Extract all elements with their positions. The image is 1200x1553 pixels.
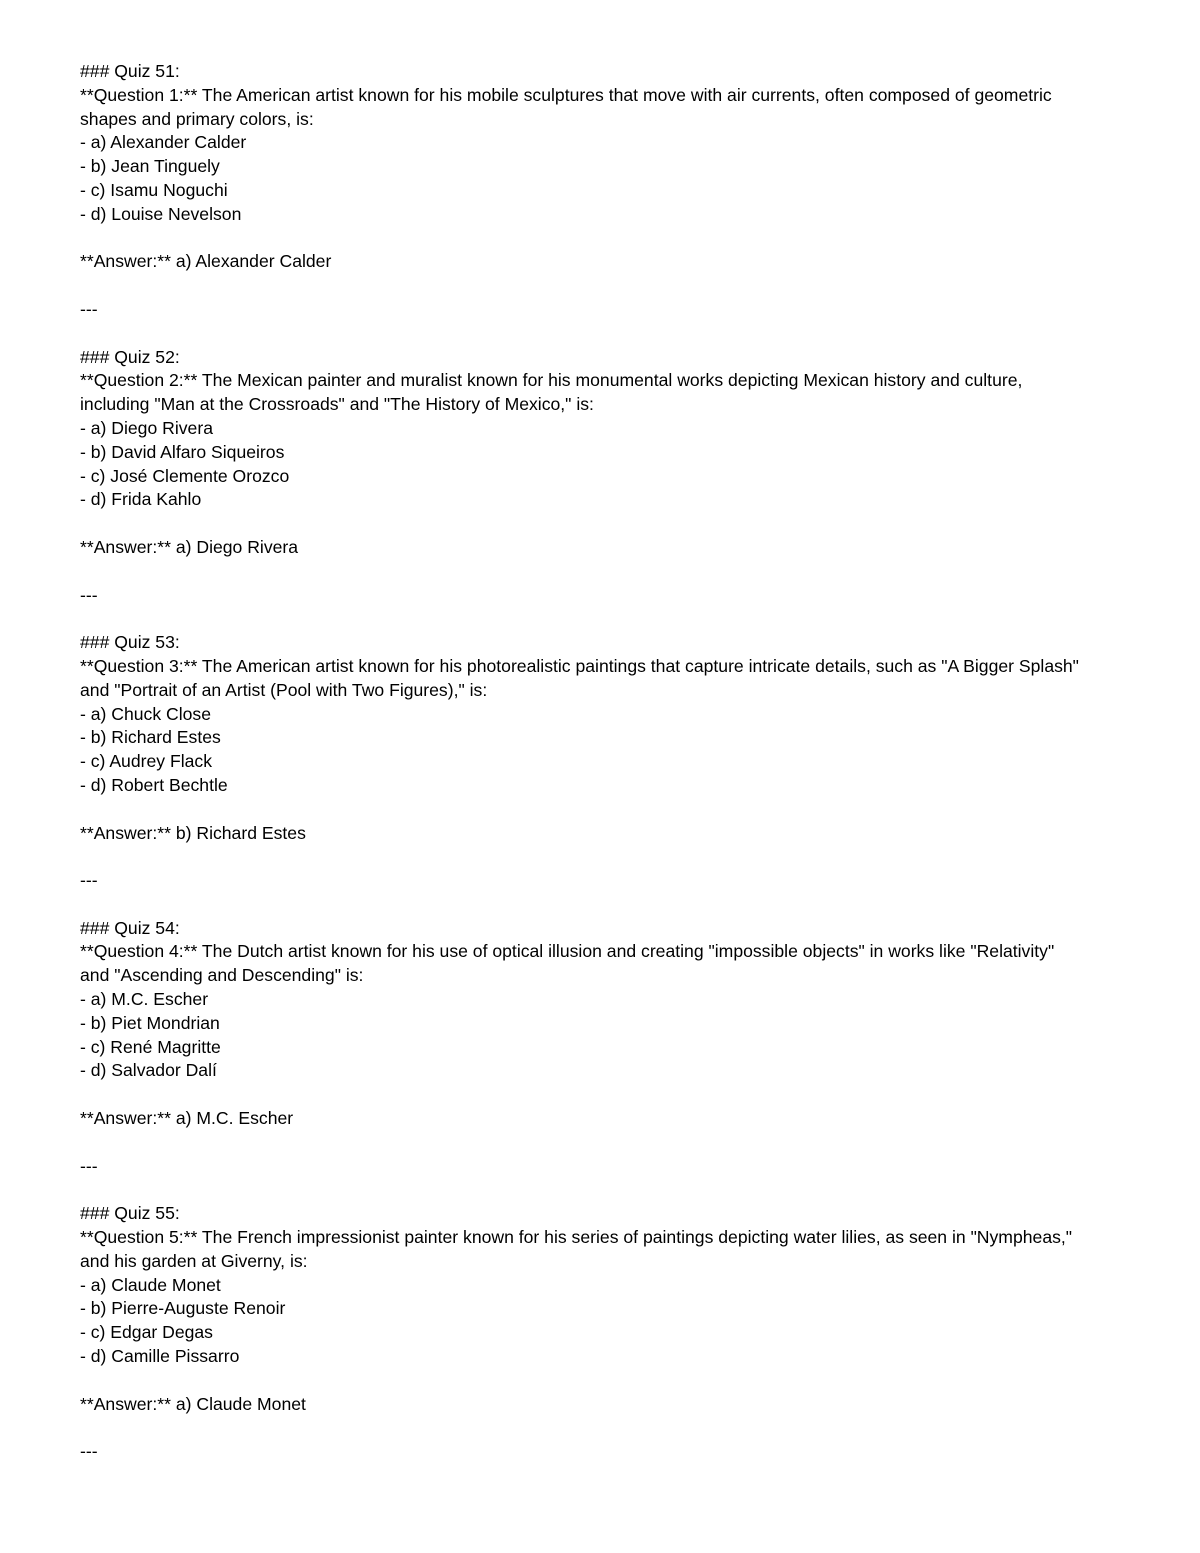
separator: ---: [80, 298, 98, 319]
quiz-block: [80, 917, 1080, 1203]
question-text: **Question 1:** The American artist known for his mobile sculptures that move with air currents, often composed of geometric shapes and primary colors, is:: [80, 84, 1057, 129]
option-b: - b) David Alfaro Siqueiros: [80, 441, 285, 462]
separator: ---: [80, 1155, 98, 1176]
option-c: - c) Isamu Noguchi: [80, 179, 228, 200]
quiz-block: [80, 631, 1084, 917]
option-b: - b) Richard Estes: [80, 727, 221, 748]
quiz-block: [80, 346, 1080, 632]
separator: ---: [80, 584, 98, 605]
option-b: - b) Piet Mondrian: [80, 1012, 220, 1033]
answer-text: **Answer:** a) M.C. Escher: [80, 1108, 294, 1129]
option-b: - b) Pierre-Auguste Renoir: [80, 1298, 286, 1319]
option-a: - a) M.C. Escher: [80, 989, 209, 1010]
option-d: - d) Camille Pissarro: [80, 1346, 240, 1367]
quiz-block: [80, 1202, 1080, 1464]
answer-text: **Answer:** a) Claude Monet: [80, 1393, 306, 1414]
answer-text: **Answer:** a) Diego Rivera: [80, 536, 299, 557]
quiz-heading: ### Quiz 54:: [80, 917, 180, 938]
quiz-heading: ### Quiz 51:: [80, 61, 180, 81]
question-text: **Question 5:** The French impressionist painter known for his series of paintings depicting water lilies, as seen in "Nympheas," and his garden at Giverny, is:: [80, 1227, 1077, 1271]
answer-text: **Answer:** b) Richard Estes: [80, 822, 306, 843]
answer-text: **Answer:** a) Alexander Calder: [80, 251, 332, 272]
option-d: - d) Frida Kahlo: [80, 489, 202, 510]
option-a: - a) Alexander Calder: [80, 132, 247, 153]
document-page: [80, 60, 1084, 1464]
option-c: - c) Edgar Degas: [80, 1322, 213, 1343]
option-b: - b) Jean Tinguely: [80, 156, 220, 177]
question-text: **Question 2:** The Mexican painter and muralist known for his monumental works depicting Mexican history and culture, including "Man at the Crossroads" and "The History of Mexico," is:: [80, 370, 1028, 415]
quiz-heading: ### Quiz 55:: [80, 1203, 180, 1224]
option-d: - d) Salvador Dalí: [80, 1060, 217, 1081]
option-c: - c) José Clemente Orozco: [80, 465, 290, 486]
option-d: - d) Robert Bechtle: [80, 774, 228, 795]
quiz-block: [80, 60, 1080, 346]
option-d: - d) Louise Nevelson: [80, 203, 242, 224]
option-c: - c) René Magritte: [80, 1036, 221, 1057]
option-a: - a) Diego Rivera: [80, 417, 213, 438]
option-c: - c) Audrey Flack: [80, 751, 212, 772]
question-text: **Question 4:** The Dutch artist known for his use of optical illusion and creating "impossible objects" in works like "Relativity" and "Ascending and Descending" is:: [80, 941, 1060, 986]
option-a: - a) Claude Monet: [80, 1274, 221, 1295]
question-text: **Question 3:** The American artist known for his photorealistic paintings that capture intricate details, such as "A Bigger Splash" and "Portrait of an Artist (Pool with Two Figures)," is:: [80, 655, 1084, 700]
separator: ---: [80, 1441, 98, 1462]
option-a: - a) Chuck Close: [80, 703, 212, 724]
quiz-heading: ### Quiz 52:: [80, 346, 180, 367]
quiz-heading: ### Quiz 53:: [80, 632, 180, 653]
separator: ---: [80, 870, 98, 891]
